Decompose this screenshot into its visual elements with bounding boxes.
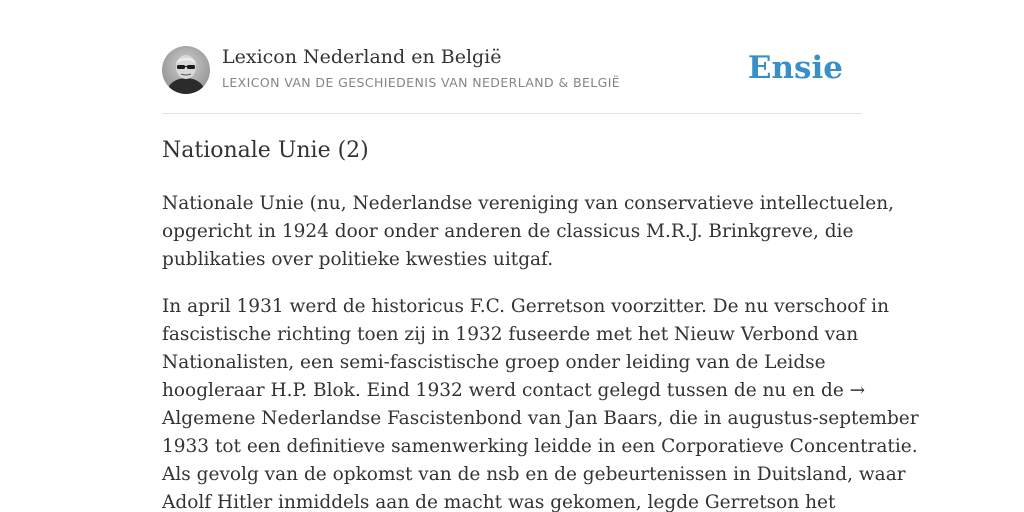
text-line: Algemene Nederlandse Fascistenbond van Jan Baars, die in augustus-september [162, 408, 919, 429]
text-line: Nationalisten, een semi-fascistische groep onder leiding van de Leidse [162, 352, 826, 373]
text-line: In april 1931 werd de historicus F.C. Gerretson voorzitter. De nu verschoof in [162, 296, 889, 317]
header-divider [162, 113, 862, 114]
article-body [162, 190, 919, 512]
text-segment: hoogleraar H.P. Blok. Eind 1932 werd contact gelegd tussen de nu en de [162, 380, 844, 401]
text-line: fascistische richting toen zij in 1932 fuseerde met het Nieuw Verbond van [162, 324, 859, 345]
cross-reference-arrow-link[interactable]: → [849, 380, 866, 401]
source-name-link[interactable]: Lexicon Nederland en België [222, 46, 502, 68]
brand-logo[interactable]: Ensie [747, 50, 843, 86]
text-line [162, 377, 866, 405]
header [162, 46, 862, 96]
text-line: Als gevolg van de opkomst van de nsb en de gebeurtenissen in Duitsland, waar [162, 464, 906, 485]
text-line: 1933 tot een definitieve samenwerking leidde in een Corporatieve Concentratie. [162, 436, 918, 457]
page-title: Nationale Unie (2) [162, 138, 369, 163]
text-line: Adolf Hitler inmiddels aan de macht was gekomen, legde Gerretson het [162, 492, 836, 512]
text-line: Nationale Unie (nu, Nederlandse vereniging van conservatieve intellectuelen, [162, 193, 895, 214]
paragraph [162, 293, 919, 512]
text-line: publikaties over politieke kwesties uitgaf. [162, 249, 554, 270]
source-subtitle: LEXICON VAN DE GESCHIEDENIS VAN NEDERLAND & BELGIË [222, 75, 621, 90]
text-line: opgericht in 1924 door onder anderen de classicus M.R.J. Brinkgreve, die [162, 221, 854, 242]
paragraph [162, 190, 895, 274]
avatar[interactable] [162, 46, 210, 94]
author-photo-icon [162, 46, 210, 94]
